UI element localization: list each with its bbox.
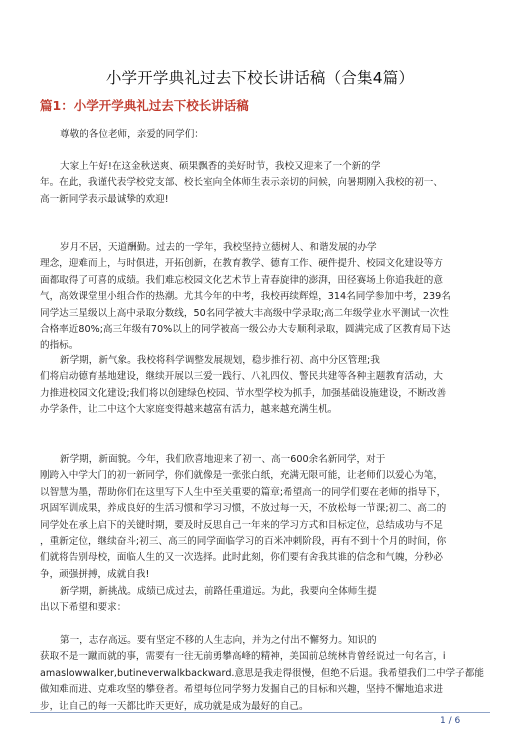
paragraph-line: 做知难而进、克难攻坚的攀登者。希望每位同学努力发掘自己的目标和兴趣，坚持不懈地追求进	[40, 684, 443, 696]
paragraph-line: 年。在此，我谨代表学校党支部、校长室向全体师生表示亲切的问候，向暑期刚入我校的初一、	[40, 177, 443, 189]
paragraph	[40, 127, 485, 143]
paragraph-line: 新学期，新气象。我校将科学调整发展规划，稳步推行初、高中分区管理;我	[60, 355, 380, 366]
paragraph-line: 以智慧为墨，帮助你们在这里写下人生中至关重要的篇章;希望高一的同学们要在老师的指导下，	[40, 486, 447, 498]
paragraph-line: 合格率近80%;高三年级有70%以上的同学被高一级公办大专顺利录取，圆满完成了区教育局下达	[40, 324, 451, 336]
paragraph-line: 第一，志存高远。要有坚定不移的人生志向，并为之付出不懈努力。知识的	[60, 635, 377, 646]
paragraph	[40, 452, 485, 583]
paragraph-line: 出以下希望和要求：	[40, 602, 127, 614]
paragraph-line: amaslowwalker,butineverwalkbackward.意思是我走得很慢，但绝不后退。我希望我们二中学子都能	[40, 667, 484, 679]
paragraph-line: 获取不是一蹴而就的事，需要有一往无前勇攀高峰的精神，美国前总统林肯曾经说过一句名言，i	[40, 651, 446, 663]
paragraph-line: 高一新同学表示最诚挚的欢迎!	[40, 193, 169, 205]
paragraph-line: 大家上午好!在这金秋送爽、硕果飘香的美好时节，我校又迎来了一个新的学	[60, 161, 381, 172]
page-number: 1 / 6	[440, 716, 461, 726]
paragraph-line: 同学达三星级以上高中录取分数线，50名同学被大丰高级中学录取;高二年级学业水平测试一次性	[40, 307, 449, 319]
paragraph-line: 们将启动德育基地建设，继续开展以三爱一践行、八礼四仪、警民共建等各种主题教育活动，大	[40, 371, 443, 383]
paragraph	[40, 633, 485, 715]
paragraph-line: ，重新定位，继续奋斗;初三、高三的同学面临学习的百米冲刺阶段，再有不到十个月的时间，你	[40, 536, 447, 548]
paragraph-line: 们就将告别母校，面临人生的又一次选择。此时此刻，你们要有舍我其谁的信念和气魄，分秒必	[40, 552, 443, 564]
paragraph-line: 面都取得了可喜的成绩。我们难忘校园文化艺术节上青春旋律的澎湃，田径赛场上你追我赶的意	[40, 274, 443, 286]
paragraph	[40, 584, 485, 617]
paragraph-line: 办学条件，让二中这个大家庭变得越来越富有活力，越来越充满生机。	[40, 404, 338, 416]
paragraph	[40, 240, 485, 355]
paragraph-line: 巩固军训成果，养成良好的生活习惯和学习习惯，不放过每一天，不放松每一节课;初二、高二的	[40, 503, 447, 515]
paragraph-line: 刚跨入中学大门的初一新同学，你们就像是一张张白纸，充满无限可能，让老师们以爱心为笔，	[40, 470, 443, 482]
paragraph	[40, 159, 485, 208]
paragraph-line: 争，顽强拼搏，成就自我!	[40, 568, 150, 580]
paragraph-line: 气，高效课堂里小组合作的热潮。尤其今年的中考，我校再续辉煌，314名同学参加中考，239名	[40, 291, 451, 303]
paragraph-line: 力推进校园文化建设;我们将以创建绿色校园、节水型学校为抓手，加强基础设施建设，不断改善	[40, 387, 447, 399]
section-heading: 篇1：小学开学典礼过去下校长讲话稿	[40, 98, 249, 113]
paragraph-line: 尊敬的各位老师，亲爱的同学们：	[60, 129, 204, 140]
document-title: 小学开学典礼过去下校长讲话稿（合集4篇）	[105, 69, 415, 87]
footer-divider	[30, 712, 490, 713]
paragraph-line: 岁月不居，天道酬勤。过去的一学年，我校坚持立德树人、和谐发展的办学	[60, 242, 377, 253]
paragraph-line: 理念，迎难而上，与时俱进，开拓创新，在教育教学、德育工作、硬件提升、校园文化建设等方	[40, 258, 443, 270]
paragraph	[40, 353, 485, 419]
paragraph-line: 新学期，新挑战。成绩已成过去，前路任重道远。为此，我要向全体师生提	[60, 586, 377, 597]
paragraph-line: 的指标。	[40, 340, 79, 352]
paragraph-line: 同学处在承上启下的关键时期，要及时反思自己一年来的学习方式和目标定位，总结成功与不足	[40, 519, 443, 531]
paragraph-line: 新学期，新面貌。今年，我们欣喜地迎来了初一、高一600余名新同学，对于	[60, 454, 386, 465]
paragraph-line: 步，让自己的每一天都比昨天更好，成功就是成为最好的自己。	[40, 700, 309, 712]
